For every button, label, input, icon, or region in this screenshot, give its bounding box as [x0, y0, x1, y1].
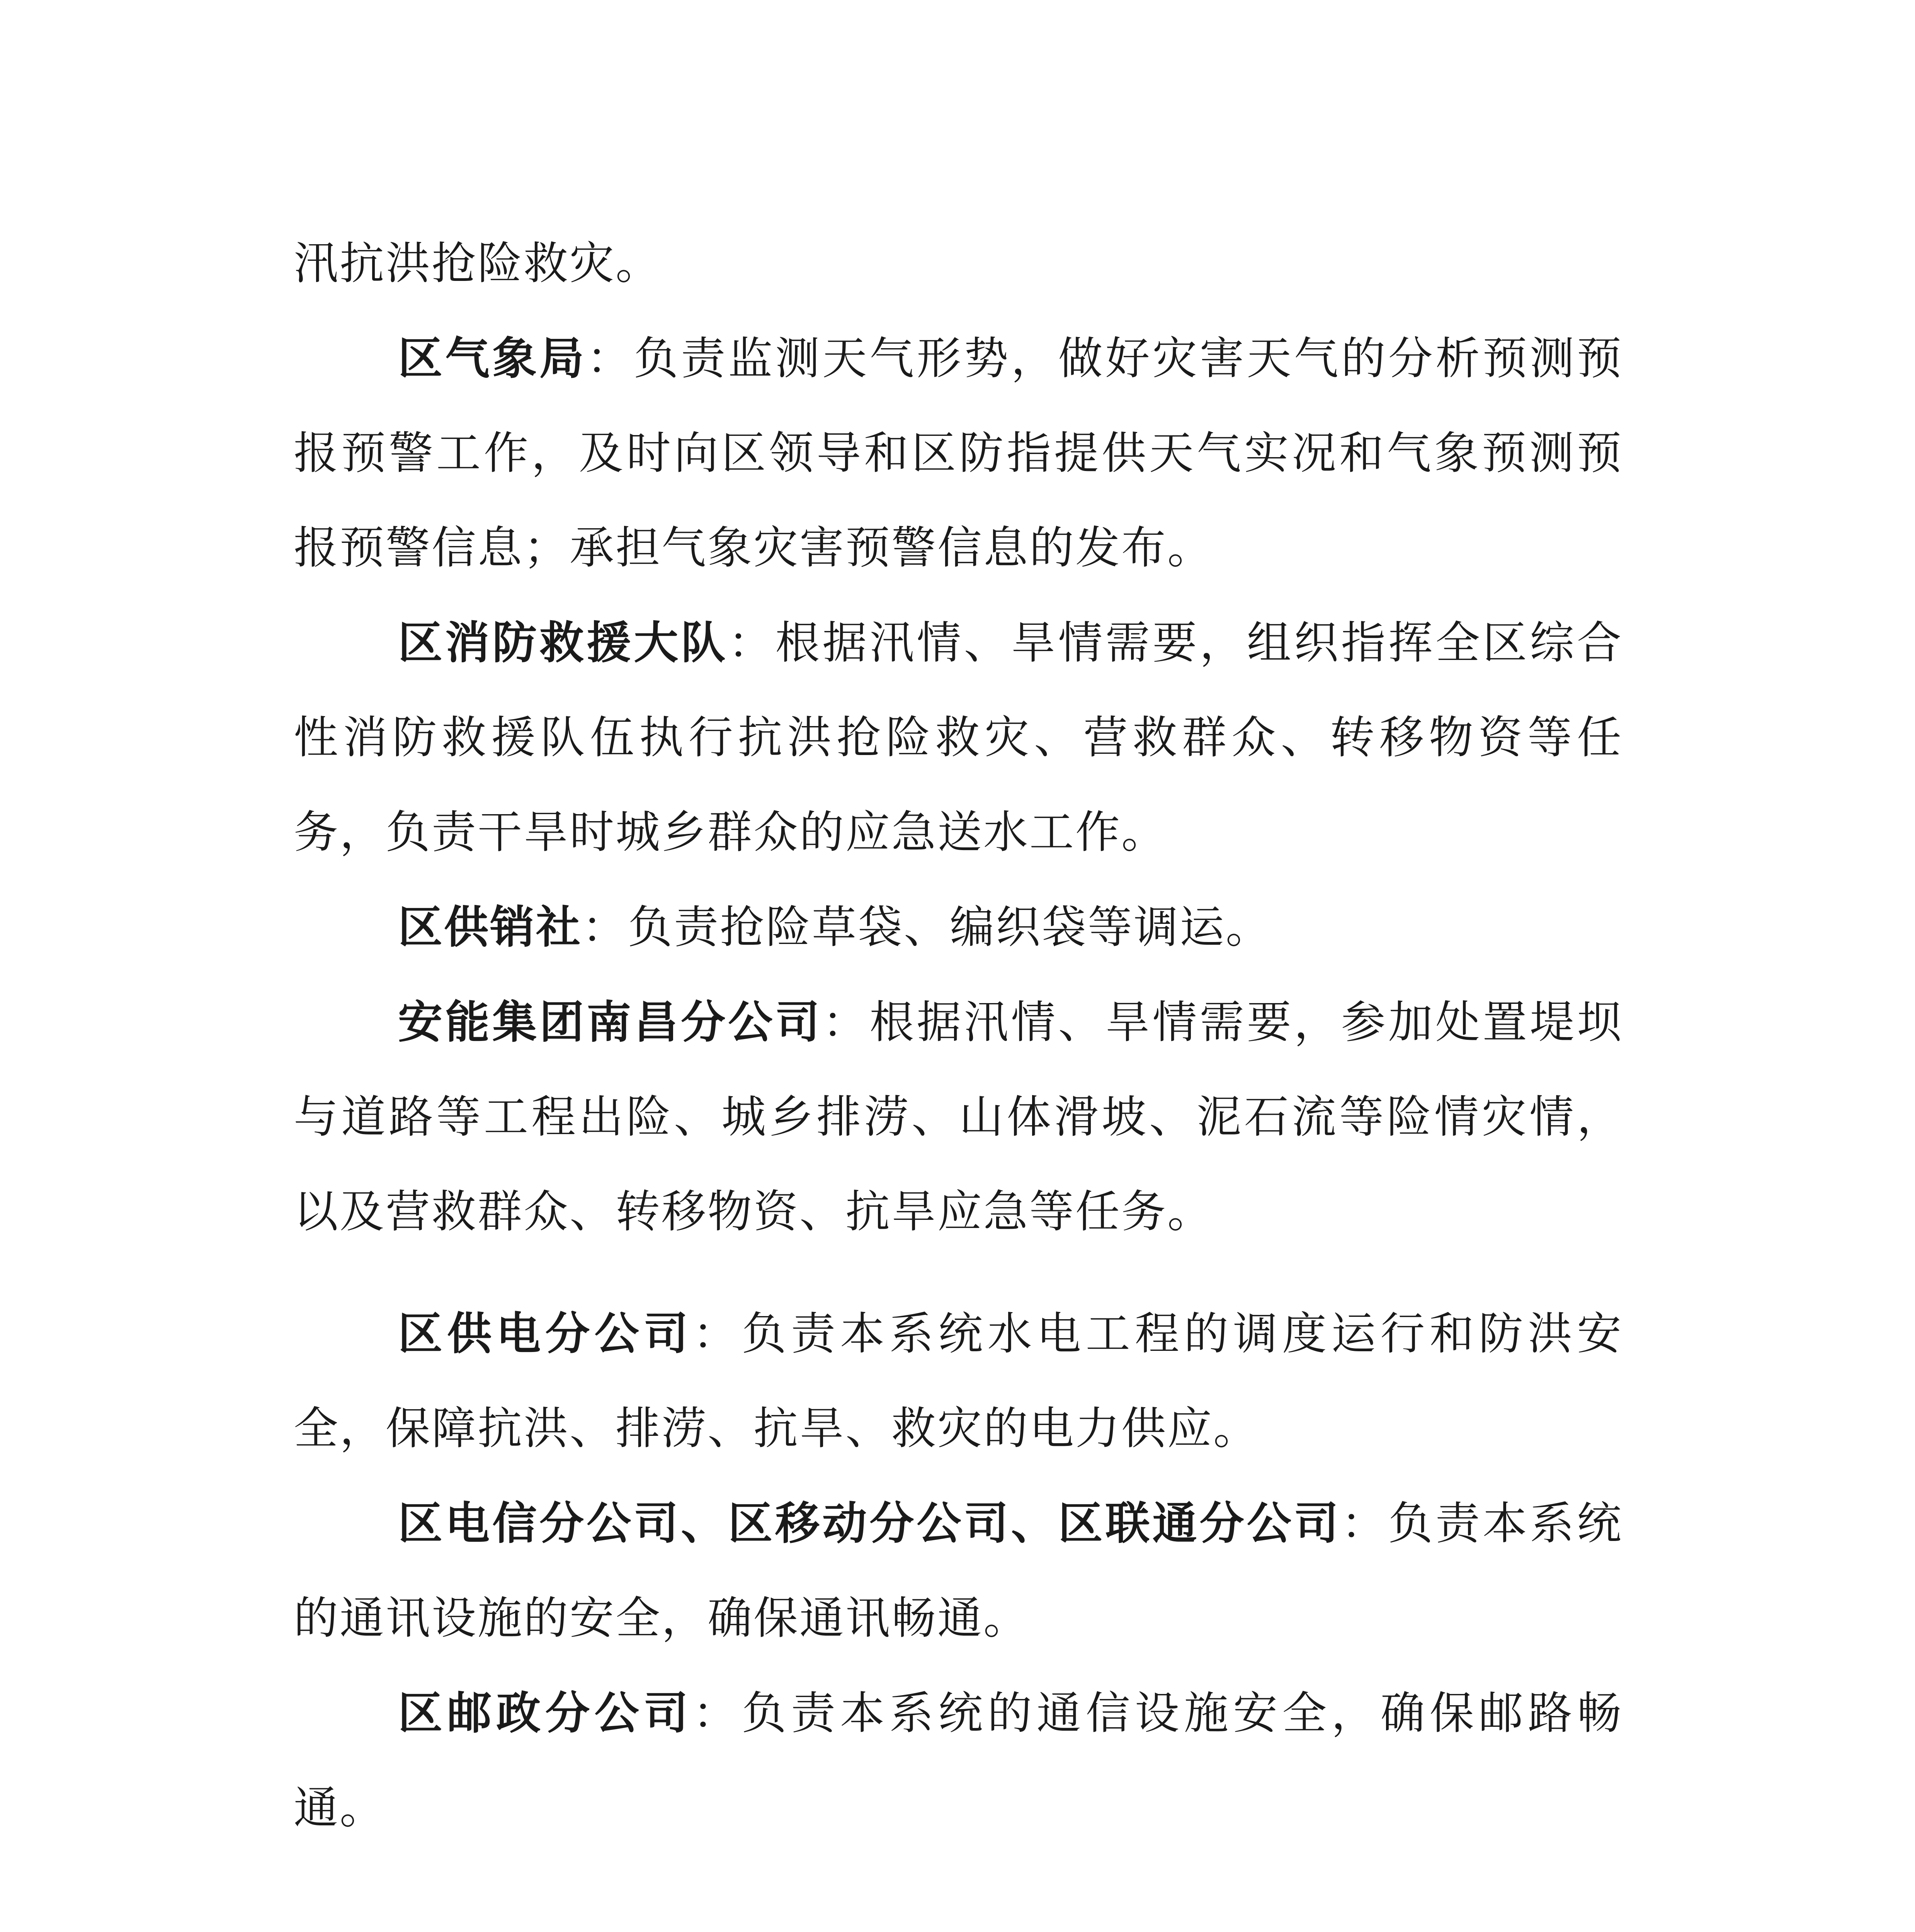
paragraph-lead: 区电信分公司、区移动分公司、区联通分公司 — [398, 1497, 1341, 1549]
paragraph-text: ：根据汛情、旱情需要，组织指挥全区综合性消防救援队伍执行抗洪抢险救灾、营救群众、转移物资等任务，负责干旱时城乡群众的应急送水工作。 — [294, 617, 1623, 858]
paragraph-text: ：负责本系统的通信设施安全，确保邮路畅通。 — [294, 1687, 1623, 1834]
paragraph-text: ：负责本系统水电工程的调度运行和防洪安全，保障抗洪、排涝、抗旱、救灾的电力供应。 — [294, 1308, 1623, 1454]
paragraph-lead: 区气象局 — [398, 332, 587, 384]
paragraph-text: 汛抗洪抢险救灾。 — [294, 238, 662, 289]
document-body — [294, 216, 1623, 1855]
paragraph-power-supply — [294, 1286, 1623, 1476]
paragraph-continuation — [294, 216, 1623, 311]
paragraph-lead: 区邮政分公司 — [398, 1687, 693, 1739]
paragraph-lead: 安能集团南昌分公司 — [398, 996, 823, 1048]
paragraph-fire-rescue-brigade — [294, 595, 1623, 880]
paragraph-telecom-operators — [294, 1476, 1623, 1666]
paragraph-postal-branch — [294, 1666, 1623, 1855]
paragraph-lead: 区供电分公司 — [398, 1308, 693, 1360]
paragraph-lead: 区消防救援大队 — [398, 617, 728, 669]
paragraph-anneng-group — [294, 975, 1623, 1259]
paragraph-lead: 区供销社 — [398, 901, 582, 953]
paragraph-text: ：负责本系统的通讯设施的安全，确保通讯畅通。 — [294, 1498, 1623, 1644]
paragraph-text: ：负责抢险草袋、编织袋等调运。 — [582, 901, 1272, 953]
paragraph-text: ：负责监测天气形势，做好灾害天气的分析预测预报预警工作，及时向区领导和区防指提供天气实况和气象预测预报预警信息；承担气象灾害预警信息的发布。 — [294, 333, 1623, 574]
paragraph-supply-marketing — [294, 880, 1623, 975]
paragraph-meteorological-bureau — [294, 311, 1623, 595]
paragraph-text: ：根据汛情、旱情需要，参加处置堤坝与道路等工程出险、城乡排涝、山体滑坡、泥石流等险情灾情，以及营救群众、转移物资、抗旱应急等任务。 — [294, 997, 1623, 1238]
